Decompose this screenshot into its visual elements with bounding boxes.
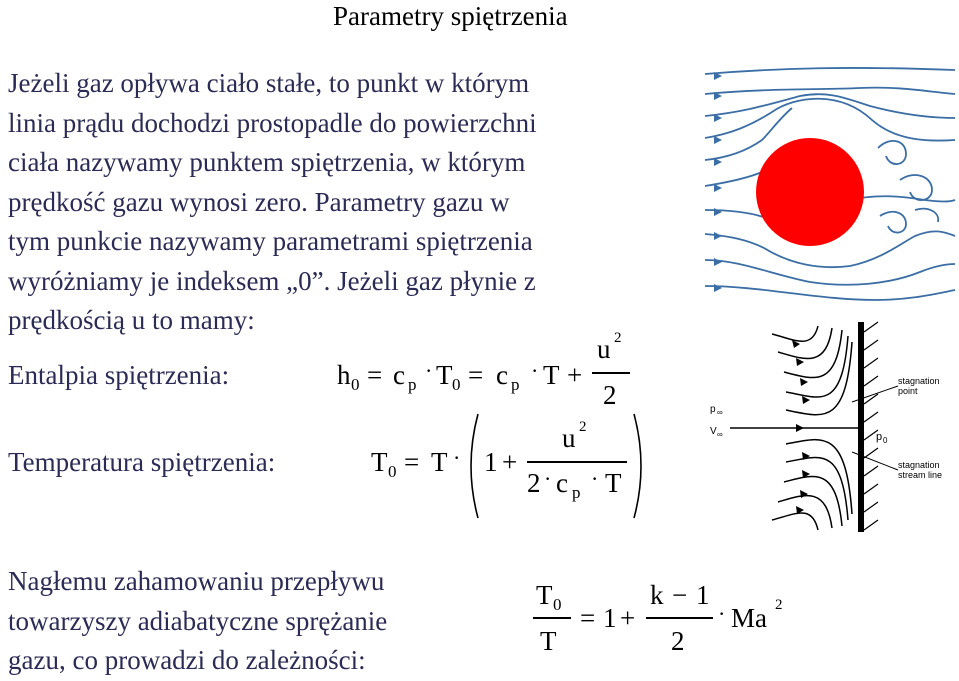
- p-subscript: p: [511, 375, 520, 394]
- temperature-label: Temperatura spiętrzenia:: [8, 447, 276, 477]
- right-parenthesis: [630, 412, 650, 520]
- dot-operator: ·: [453, 445, 461, 470]
- T-symbol: T: [540, 626, 557, 656]
- Ma-exponent: 2: [775, 597, 783, 613]
- bottom-paragraph: [8, 562, 387, 681]
- u-exponent: 2: [614, 330, 622, 346]
- T-subscript: 0: [452, 375, 461, 394]
- c-symbol: c: [496, 360, 508, 390]
- wall-edge: [858, 322, 864, 532]
- stagnation-point-label-2: point: [898, 386, 918, 396]
- p0-label: p: [876, 431, 883, 443]
- intro-line: linia prądu dochodzi prostopadle do powierzchni: [8, 107, 537, 138]
- plus-sign: +: [620, 603, 636, 633]
- u-symbol: u: [562, 423, 576, 453]
- fraction-bar: [527, 461, 627, 463]
- plus-sign: +: [502, 447, 518, 477]
- u-exponent: 2: [579, 419, 587, 435]
- stagnation-point-label-1: stagnation: [898, 376, 940, 386]
- equals-sign: =: [468, 360, 484, 390]
- p-subscript: p: [408, 375, 417, 394]
- dot-operator: ·: [531, 358, 539, 383]
- T-symbol: T: [371, 447, 388, 477]
- bottom-line: gazu, co prowadzi do zależności:: [8, 645, 366, 675]
- fraction-bar: [592, 372, 630, 374]
- enthalpy-label: Entalpia spiętrzenia:: [8, 360, 230, 390]
- denominator-two: 2: [671, 626, 685, 656]
- dot-operator: ·: [544, 466, 552, 491]
- wall-background: [862, 322, 959, 532]
- one-digit: 1: [603, 603, 617, 633]
- left-parenthesis: [462, 412, 482, 520]
- cylinder-shape: [756, 138, 864, 246]
- intro-line: tym punkcie nazywamy parametrami spiętrzenia: [8, 226, 533, 256]
- cylinder-flow-diagram: [700, 60, 959, 312]
- equals-sign: =: [580, 603, 596, 633]
- intro-line: ciała nazywamy punktem spiętrzenia, w którym: [8, 147, 526, 177]
- p-infinity-subscript: ∞: [717, 408, 723, 417]
- flow-arrows: [714, 72, 722, 292]
- intro-line: prędkość gazu wynosi zero. Parametry gazu w: [8, 186, 510, 217]
- fraction-bar: [646, 617, 713, 619]
- fraction-bar: [533, 617, 571, 619]
- u-symbol: u: [597, 334, 611, 364]
- equals-sign: =: [367, 360, 383, 390]
- Ma-symbol: Ma: [731, 603, 767, 633]
- T-subscript: 0: [388, 462, 397, 481]
- dot-operator: ·: [591, 466, 599, 491]
- page-title: Parametry spiętrzenia: [333, 1, 568, 31]
- stagnation-streamlines: [730, 326, 858, 530]
- denominator-two: 2: [603, 380, 617, 410]
- bottom-line: Nagłemu zahamowaniu przepływu: [8, 566, 385, 596]
- one-digit: 1: [484, 447, 498, 477]
- stagnation-point-diagram: [700, 322, 959, 532]
- minus-sign: −: [672, 580, 688, 610]
- intro-line: wyróżniamy je indeksem „0”. Jeżeli gaz płynie z: [8, 265, 536, 296]
- h-symbol: h: [337, 360, 351, 390]
- T-symbol: T: [543, 360, 560, 390]
- v-infinity-label: V: [710, 426, 717, 437]
- plus-sign: +: [567, 360, 583, 390]
- c-symbol: c: [393, 360, 405, 390]
- T-symbol: T: [431, 447, 448, 477]
- p0-subscript: 0: [883, 436, 888, 445]
- dot-operator: ·: [425, 358, 433, 383]
- equals-sign: =: [404, 447, 420, 477]
- p-subscript: p: [572, 483, 581, 502]
- h-subscript: 0: [351, 375, 360, 394]
- one-digit: 1: [696, 580, 710, 610]
- stagnation-arrows: [792, 340, 810, 514]
- bottom-line: towarzyszy adiabatyczne sprężanie: [8, 605, 388, 636]
- stagnation-streamline-label-2: stream line: [898, 470, 943, 480]
- k-symbol: k: [650, 580, 664, 610]
- stagnation-streamline-label-1: stagnation: [898, 460, 940, 470]
- T-symbol: T: [605, 468, 622, 498]
- T-symbol: T: [436, 360, 453, 390]
- dot-operator: ·: [718, 601, 726, 626]
- denominator-two: 2: [527, 468, 541, 498]
- v-infinity-subscript: ∞: [717, 430, 723, 439]
- T-subscript: 0: [553, 595, 562, 614]
- intro-line: prędkością u to mamy:: [8, 305, 255, 335]
- p-infinity-label: p: [710, 404, 716, 415]
- intro-line: Jeżeli gaz opływa ciało stałe, to punkt w którym: [8, 68, 530, 98]
- intro-paragraph: [8, 64, 708, 341]
- T-symbol: T: [536, 580, 553, 610]
- c-symbol: c: [556, 468, 568, 498]
